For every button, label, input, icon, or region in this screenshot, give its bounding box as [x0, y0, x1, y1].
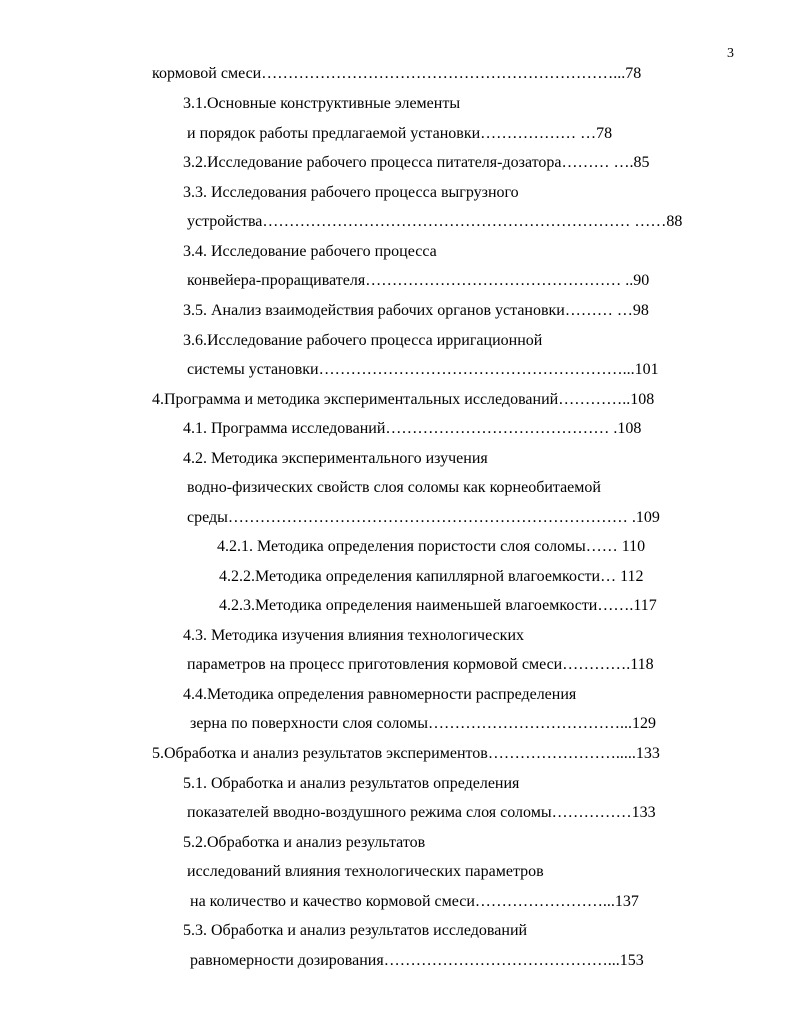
toc-line: 3.5. Анализ взаимодействия рабочих органов установки……… …98: [183, 302, 649, 319]
toc-line: зерна по поверхности слоя соломы………………………………...129: [190, 715, 656, 732]
toc-line: равномерности дозирования……………………………………...153: [190, 952, 644, 969]
toc-line: устройства…………………………………………………………… ……88: [187, 213, 683, 230]
toc-line: 4.4.Методика определения равномерности распределения: [183, 686, 577, 703]
page-number: 3: [727, 46, 734, 61]
toc-line: 4.2. Методика экспериментального изучения: [183, 450, 488, 467]
toc-line: кормовой смеси…………………………………………………………...78: [152, 65, 642, 82]
toc-line: и порядок работы предлагаемой установки……………… …78: [187, 125, 613, 142]
toc-line: 4.3. Методика изучения влияния технологических: [183, 627, 525, 644]
toc-line: исследований влияния технологических параметров: [187, 863, 544, 880]
toc-line: системы установки…………………………………………………...101: [187, 361, 659, 378]
toc-line: конвейера-проращивателя………………………………………… ..90: [187, 272, 650, 289]
toc-line: 3.1.Основные конструктивные элементы: [183, 95, 461, 112]
toc-line: 3.4. Исследование рабочего процесса: [183, 243, 437, 260]
toc-line: водно-физических свойств слоя соломы как корнеобитаемой: [187, 479, 601, 496]
toc-line: 4.2.2.Методика определения капиллярной влагоемкости… 112: [219, 568, 644, 585]
toc-line: 4.2.1. Методика определения пористости слоя соломы…… 110: [217, 538, 646, 555]
toc-line: 3.2.Исследование рабочего процесса питателя-дозатора……… ….85: [183, 154, 650, 171]
toc-line: 5.3. Обработка и анализ результатов исследований: [183, 922, 528, 939]
toc-line: 5.Обработка и анализ результатов экспериментов…………………….....133: [152, 745, 660, 762]
toc-line: 5.1. Обработка и анализ результатов определения: [183, 775, 520, 792]
toc-line: 4.1. Программа исследований…………………………………… .108: [183, 420, 642, 437]
toc-line: 3.3. Исследования рабочего процесса выгрузного: [183, 184, 519, 201]
toc-line: 5.2.Обработка и анализ результатов: [183, 834, 426, 851]
toc-line: на количество и качество кормовой смеси……………………...137: [190, 893, 639, 910]
toc-line: 4.2.3.Методика определения наименьшей влагоемкости…….117: [219, 597, 657, 614]
toc-line: показателей вводно-воздушного режима слоя соломы……………133: [187, 804, 656, 821]
toc-line: 4.Программа и методика экспериментальных исследований…………..108: [152, 391, 655, 408]
toc-line: 3.6.Исследование рабочего процесса ирригационной: [183, 332, 543, 349]
toc-line: параметров на процесс приготовления кормовой смеси………….118: [187, 656, 654, 673]
toc-line: среды………………………………………………………………… .109: [187, 509, 660, 526]
